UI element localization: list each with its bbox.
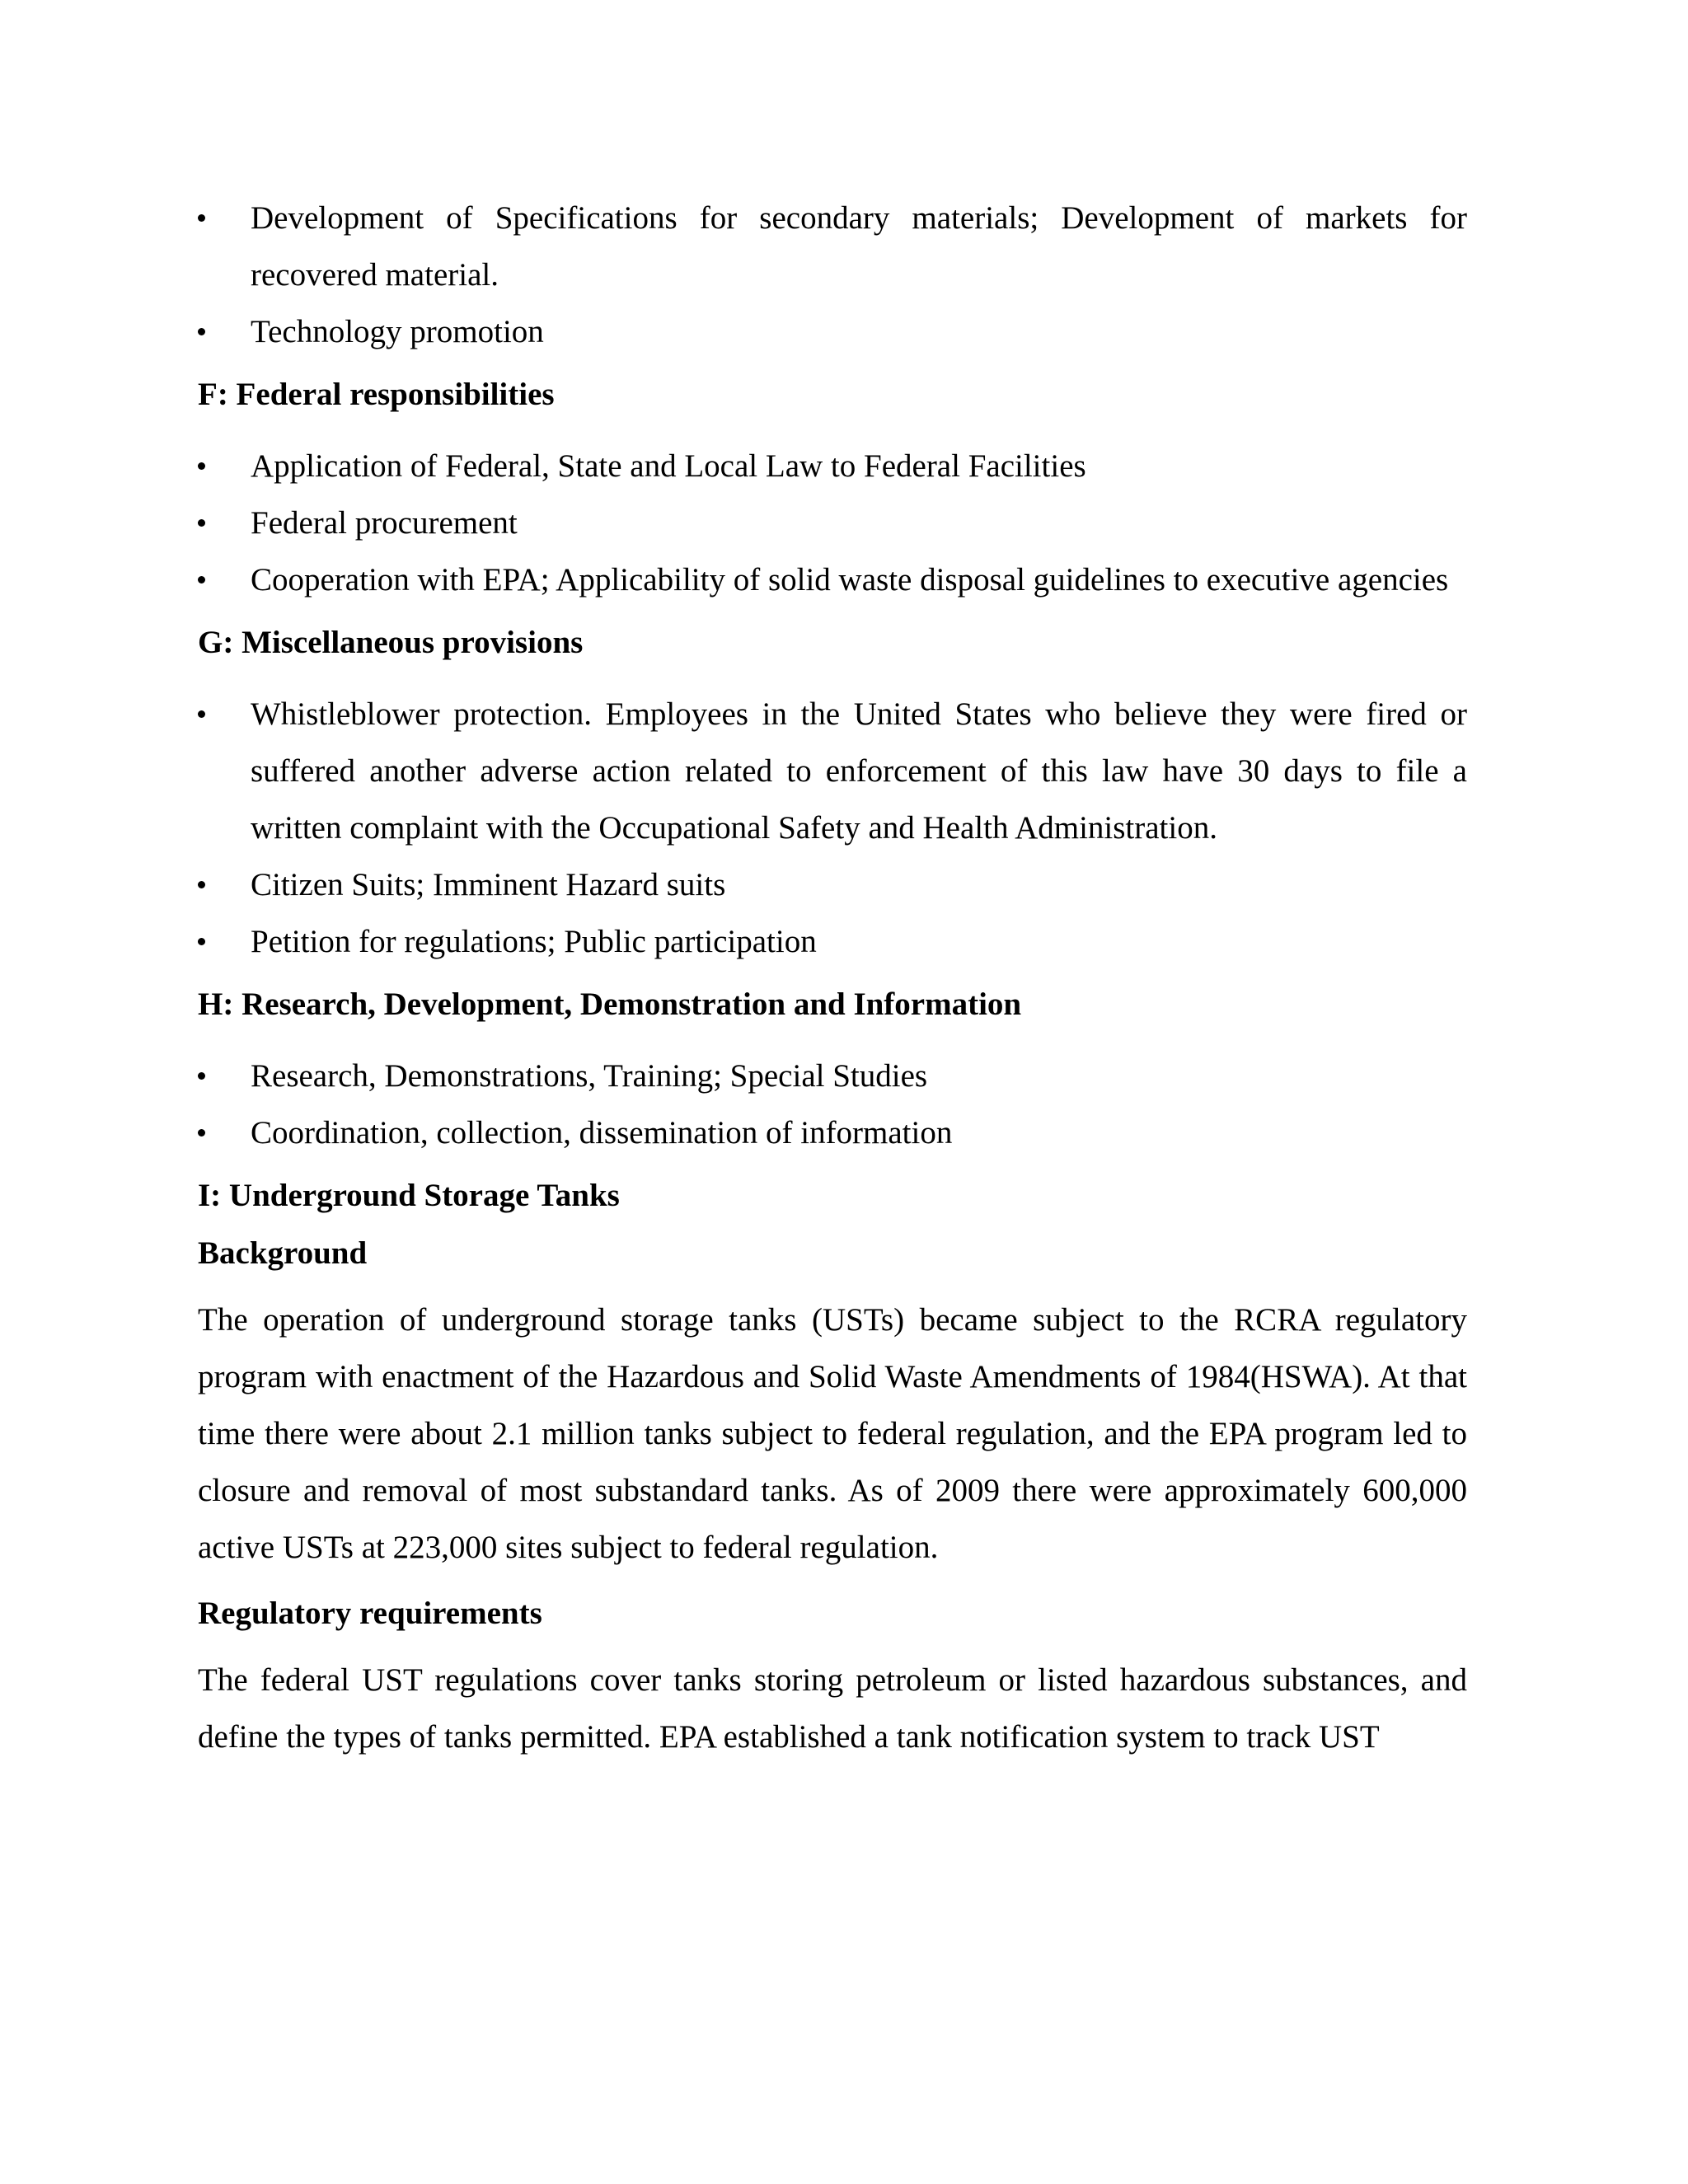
list-item: Petition for regulations; Public participation xyxy=(198,913,1467,970)
bullet-list-g xyxy=(198,686,1467,970)
subheading-background: Background xyxy=(198,1235,368,1271)
section-heading-f: F: Federal responsibilities xyxy=(198,377,555,412)
list-item: Whistleblower protection. Employees in the United States who believe they were fired or suffered another adverse action related to enforcement of this law have 30 days to file a written complaint with the Occupational Safety and Health Administration. xyxy=(198,686,1467,856)
list-item: Cooperation with EPA; Applicability of solid waste disposal guidelines to executive agencies xyxy=(198,551,1467,608)
list-item: Coordination, collection, dissemination of information xyxy=(198,1104,1467,1161)
bullet-list-f xyxy=(198,438,1467,608)
subheading-regulatory-requirements: Regulatory requirements xyxy=(198,1596,542,1631)
paragraph-regulatory-requirements: The federal UST regulations cover tanks storing petroleum or listed hazardous substances, and define the types of tanks permitted. EPA established a tank notification system to track UST xyxy=(198,1662,1467,1755)
section-heading-h: H: Research, Development, Demonstration and Information xyxy=(198,987,1022,1022)
list-item: Citizen Suits; Imminent Hazard suits xyxy=(198,856,1467,913)
page-content xyxy=(198,190,1467,1765)
list-item: Research, Demonstrations, Training; Special Studies xyxy=(198,1047,1467,1104)
list-item: Federal procurement xyxy=(198,494,1467,551)
bullet-list-e-tail xyxy=(198,190,1467,360)
paragraph-background: The operation of underground storage tanks (USTs) became subject to the RCRA regulatory program with enactment of the Hazardous and Solid Waste Amendments of 1984(HSWA). At that time there were about 2.1 million tanks subject to federal regulation, and the EPA program led to closure and removal of most substandard tanks. As of 2009 there were approximately 600,000 active USTs at 223,000 sites subject to federal regulation. xyxy=(198,1302,1467,1565)
section-heading-g: G: Miscellaneous provisions xyxy=(198,625,584,660)
list-item: Application of Federal, State and Local Law to Federal Facilities xyxy=(198,438,1467,494)
list-item: Development of Specifications for secondary materials; Development of markets for recovered material. xyxy=(198,190,1467,303)
list-item: Technology promotion xyxy=(198,303,1467,360)
bullet-list-h xyxy=(198,1047,1467,1161)
section-heading-i: I: Underground Storage Tanks xyxy=(198,1178,620,1213)
